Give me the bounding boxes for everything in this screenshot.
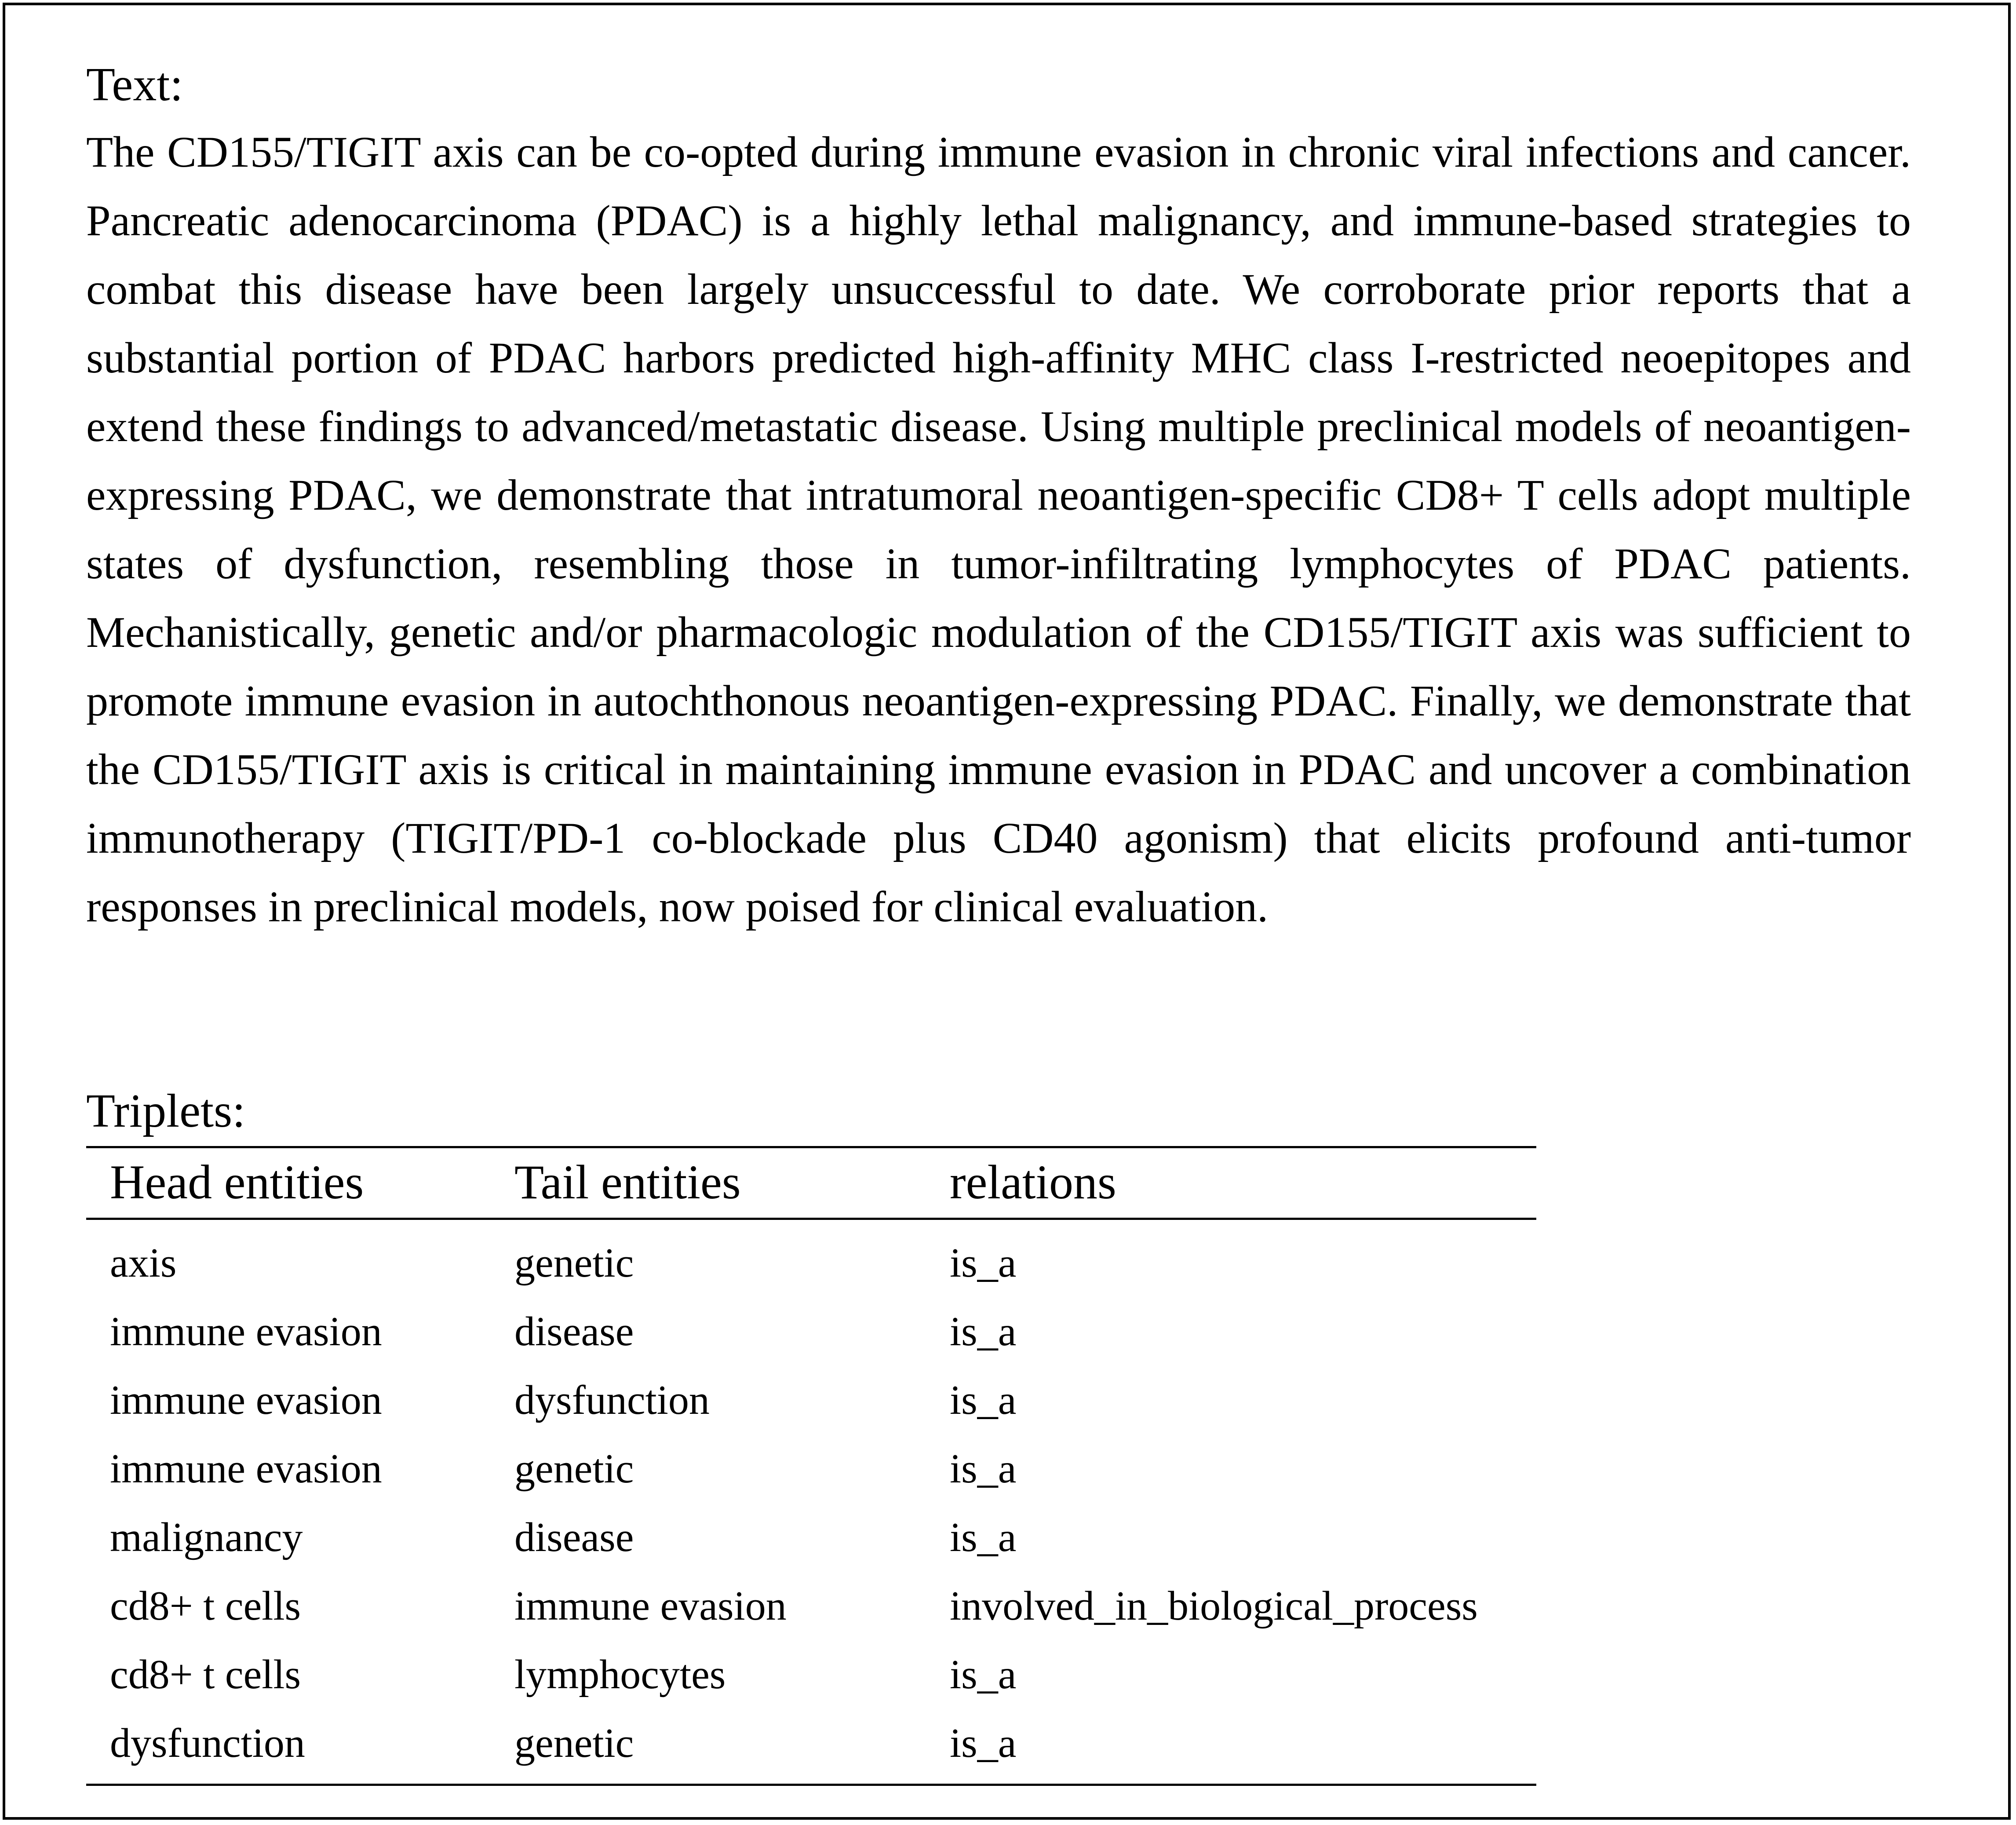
tail-entity-cell: immune evasion xyxy=(514,1583,787,1629)
triplets-heading: Triplets: xyxy=(86,1085,246,1137)
table-row xyxy=(86,1297,1536,1366)
table-row xyxy=(86,1640,1536,1709)
head-entity-cell: immune evasion xyxy=(110,1309,382,1355)
relation-cell: is_a xyxy=(950,1240,1017,1286)
table-header-row xyxy=(86,1147,1536,1219)
table-row xyxy=(86,1219,1536,1298)
relation-cell: is_a xyxy=(950,1720,1017,1767)
tail-entity-cell: disease xyxy=(514,1309,634,1355)
relation-cell: involved_in_biological_process xyxy=(950,1583,1478,1629)
head-entity-cell: dysfunction xyxy=(110,1720,305,1767)
column-header-relations: relations xyxy=(926,1147,1536,1219)
abstract-paragraph: The CD155/TIGIT axis can be co-opted during immune evasion in chronic viral infections and cancer. Pancreatic adenocarcinoma (PDAC) is a highly lethal malignancy, and immune-based strategies to combat this disease have been largely unsuccessful to date. We corroborate prior reports that a substantial portion of PDAC harbors predicted high-affinity MHC class I-restricted neoepitopes and extend these findings to advanced/metastatic disease. Using multiple preclinical models of neoantigen-expressing PDAC, we demonstrate that intratumoral neoantigen-specific CD8+ T cells adopt multiple states of dysfunction, resembling those in tumor-infiltrating lymphocytes of PDAC patients. Mechanistically, genetic and/or pharmacologic modulation of the CD155/TIGIT axis was sufficient to promote immune evasion in autochthonous neoantigen-expressing PDAC. Finally, we demonstrate that the CD155/TIGIT axis is critical in maintaining immune evasion in PDAC and uncover a combination immunotherapy (TIGIT/PD-1 co-blockade plus CD40 agonism) that elicits profound anti-tumor responses in preclinical models, now poised for clinical evaluation. xyxy=(86,127,1911,931)
head-entity-cell: malignancy xyxy=(110,1515,303,1561)
head-entity-cell: immune evasion xyxy=(110,1377,382,1424)
table-row xyxy=(86,1572,1536,1640)
tail-entity-cell: disease xyxy=(514,1515,634,1561)
text-section xyxy=(86,56,1911,941)
tail-entity-cell: genetic xyxy=(514,1720,634,1767)
column-header-tail-entities: Tail entities xyxy=(491,1147,926,1219)
table-row xyxy=(86,1709,1536,1785)
tail-entity-cell: genetic xyxy=(514,1446,634,1492)
head-entity-cell: axis xyxy=(110,1240,177,1286)
text-heading: Text: xyxy=(86,58,183,111)
relation-cell: is_a xyxy=(950,1377,1017,1424)
tail-entity-cell: genetic xyxy=(514,1240,634,1286)
head-entity-cell: cd8+ t cells xyxy=(110,1652,301,1698)
table-row xyxy=(86,1434,1536,1503)
relation-cell: is_a xyxy=(950,1446,1017,1492)
head-entity-cell: immune evasion xyxy=(110,1446,382,1492)
tail-entity-cell: dysfunction xyxy=(514,1377,710,1424)
column-header-head-entities: Head entities xyxy=(86,1147,491,1219)
triplets-table xyxy=(86,1146,1536,1786)
head-entity-cell: cd8+ t cells xyxy=(110,1583,301,1629)
relation-cell: is_a xyxy=(950,1515,1017,1561)
relation-cell: is_a xyxy=(950,1309,1017,1355)
tail-entity-cell: lymphocytes xyxy=(514,1652,726,1698)
relation-cell: is_a xyxy=(950,1652,1017,1698)
triplets-section xyxy=(86,1083,1536,1786)
table-row xyxy=(86,1503,1536,1572)
table-row xyxy=(86,1366,1536,1434)
